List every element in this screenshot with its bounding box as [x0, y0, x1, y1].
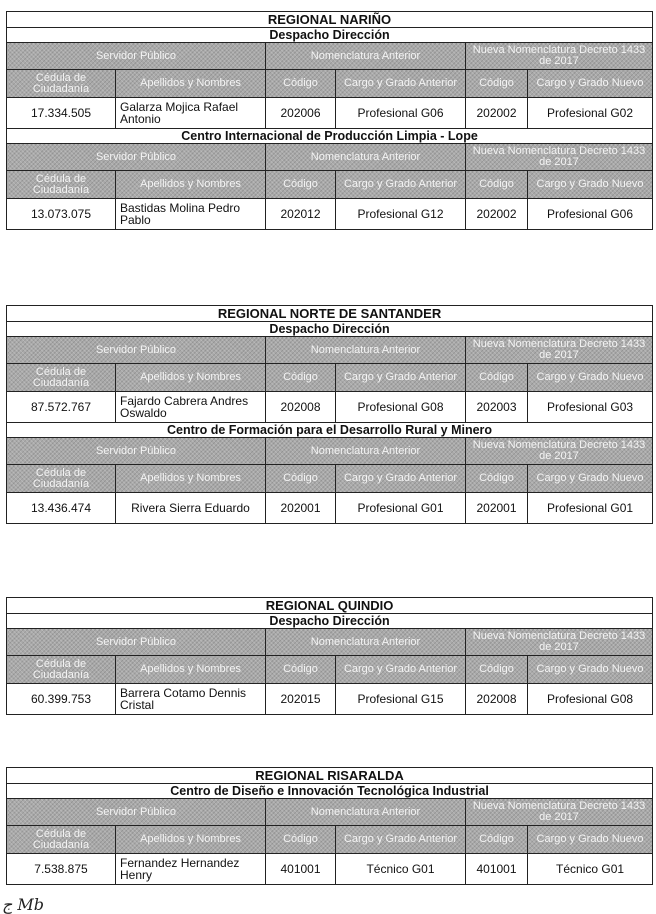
header-nueva-nomenclatura: Nueva Nomenclatura Decreto 1433 de 2017	[466, 629, 653, 656]
section-risaralda	[6, 767, 652, 885]
header-cargo-anterior: Cargo y Grado Anterior	[336, 70, 466, 98]
header-nomenclatura-anterior: Nomenclatura Anterior	[266, 144, 466, 171]
cargo-nuevo-cell: Técnico G01	[528, 854, 653, 885]
nombre-cell: Barrera Cotamo Dennis Cristal	[116, 684, 266, 715]
region-title: REGIONAL RISARALDA	[7, 768, 653, 784]
header-servidor: Servidor Público	[7, 629, 266, 656]
codigo-nuevo-cell: 202002	[466, 98, 528, 129]
header-nomenclatura-anterior: Nomenclatura Anterior	[266, 629, 466, 656]
header-codigo: Código	[266, 656, 336, 684]
header-codigo: Código	[466, 364, 528, 392]
header-servidor: Servidor Público	[7, 43, 266, 70]
regional-table	[6, 767, 653, 885]
header-cedula: Cédula de Ciudadanía	[7, 364, 116, 392]
header-nueva-nomenclatura: Nueva Nomenclatura Decreto 1433 de 2017	[466, 799, 653, 826]
header-cargo-anterior: Cargo y Grado Anterior	[336, 171, 466, 199]
cedula-cell: 13.436.474	[7, 493, 116, 524]
header-cargo-nuevo: Cargo y Grado Nuevo	[528, 465, 653, 493]
header-apellidos: Apellidos y Nombres	[116, 70, 266, 98]
header-nueva-nomenclatura: Nueva Nomenclatura Decreto 1433 de 2017	[466, 438, 653, 465]
header-codigo: Código	[466, 70, 528, 98]
header-apellidos: Apellidos y Nombres	[116, 364, 266, 392]
unit-title: Centro Internacional de Producción Limpia - Lope	[7, 129, 653, 144]
header-cedula: Cédula de Ciudadanía	[7, 70, 116, 98]
header-cargo-anterior: Cargo y Grado Anterior	[336, 656, 466, 684]
handwritten-mark: ج Mb	[2, 895, 45, 914]
header-cargo-nuevo: Cargo y Grado Nuevo	[528, 70, 653, 98]
header-cargo-nuevo: Cargo y Grado Nuevo	[528, 656, 653, 684]
header-cedula: Cédula de Ciudadanía	[7, 171, 116, 199]
cargo-nuevo-cell: Profesional G08	[528, 684, 653, 715]
header-codigo: Código	[266, 171, 336, 199]
header-apellidos: Apellidos y Nombres	[116, 171, 266, 199]
regional-table	[6, 597, 653, 715]
header-cargo-anterior: Cargo y Grado Anterior	[336, 826, 466, 854]
header-nueva-nomenclatura: Nueva Nomenclatura Decreto 1433 de 2017	[466, 43, 653, 70]
cargo-nuevo-cell: Profesional G03	[528, 392, 653, 423]
unit-title: Centro de Formación para el Desarrollo Rural y Minero	[7, 423, 653, 438]
regional-table	[6, 11, 653, 230]
header-cargo-nuevo: Cargo y Grado Nuevo	[528, 826, 653, 854]
header-cargo-nuevo: Cargo y Grado Nuevo	[528, 364, 653, 392]
header-codigo: Código	[466, 465, 528, 493]
cargo-nuevo-cell: Profesional G01	[528, 493, 653, 524]
table-row	[7, 392, 653, 423]
codigo-anterior-cell: 202001	[266, 493, 336, 524]
header-codigo: Código	[266, 465, 336, 493]
cargo-anterior-cell: Técnico G01	[336, 854, 466, 885]
cedula-cell: 60.399.753	[7, 684, 116, 715]
regional-table	[6, 305, 653, 524]
table-row	[7, 684, 653, 715]
nombre-cell: Fernandez Hernandez Henry	[116, 854, 266, 885]
codigo-nuevo-cell: 401001	[466, 854, 528, 885]
cargo-anterior-cell: Profesional G12	[336, 199, 466, 230]
header-nomenclatura-anterior: Nomenclatura Anterior	[266, 337, 466, 364]
header-codigo: Código	[266, 364, 336, 392]
header-cargo-nuevo: Cargo y Grado Nuevo	[528, 171, 653, 199]
cedula-cell: 17.334.505	[7, 98, 116, 129]
header-apellidos: Apellidos y Nombres	[116, 465, 266, 493]
unit-title: Despacho Dirección	[7, 322, 653, 337]
region-title: REGIONAL NORTE DE SANTANDER	[7, 306, 653, 322]
unit-title: Centro de Diseño e Innovación Tecnológica Industrial	[7, 784, 653, 799]
region-title: REGIONAL QUINDIO	[7, 598, 653, 614]
header-codigo: Código	[466, 171, 528, 199]
nombre-cell: Rivera Sierra Eduardo	[116, 493, 266, 524]
header-nomenclatura-anterior: Nomenclatura Anterior	[266, 43, 466, 70]
header-servidor: Servidor Público	[7, 438, 266, 465]
codigo-nuevo-cell: 202008	[466, 684, 528, 715]
cargo-anterior-cell: Profesional G01	[336, 493, 466, 524]
unit-title: Despacho Dirección	[7, 28, 653, 43]
cargo-nuevo-cell: Profesional G06	[528, 199, 653, 230]
header-nueva-nomenclatura: Nueva Nomenclatura Decreto 1433 de 2017	[466, 337, 653, 364]
header-nomenclatura-anterior: Nomenclatura Anterior	[266, 799, 466, 826]
header-cedula: Cédula de Ciudadanía	[7, 465, 116, 493]
table-row	[7, 854, 653, 885]
table-row	[7, 199, 653, 230]
codigo-anterior-cell: 202015	[266, 684, 336, 715]
cargo-nuevo-cell: Profesional G02	[528, 98, 653, 129]
header-nueva-nomenclatura: Nueva Nomenclatura Decreto 1433 de 2017	[466, 144, 653, 171]
cargo-anterior-cell: Profesional G06	[336, 98, 466, 129]
cargo-anterior-cell: Profesional G15	[336, 684, 466, 715]
codigo-anterior-cell: 202008	[266, 392, 336, 423]
section-norte-de-santander	[6, 305, 652, 524]
header-cedula: Cédula de Ciudadanía	[7, 826, 116, 854]
cedula-cell: 87.572.767	[7, 392, 116, 423]
header-codigo: Código	[466, 656, 528, 684]
codigo-nuevo-cell: 202001	[466, 493, 528, 524]
section-narino	[6, 11, 652, 230]
header-nomenclatura-anterior: Nomenclatura Anterior	[266, 438, 466, 465]
header-apellidos: Apellidos y Nombres	[116, 656, 266, 684]
codigo-nuevo-cell: 202003	[466, 392, 528, 423]
nombre-cell: Fajardo Cabrera Andres Oswaldo	[116, 392, 266, 423]
header-servidor: Servidor Público	[7, 144, 266, 171]
codigo-nuevo-cell: 202002	[466, 199, 528, 230]
header-servidor: Servidor Público	[7, 799, 266, 826]
nombre-cell: Galarza Mojica Rafael Antonio	[116, 98, 266, 129]
header-cedula: Cédula de Ciudadanía	[7, 656, 116, 684]
section-quindio	[6, 597, 652, 715]
cargo-anterior-cell: Profesional G08	[336, 392, 466, 423]
header-codigo: Código	[466, 826, 528, 854]
table-row	[7, 493, 653, 524]
table-row	[7, 98, 653, 129]
header-servidor: Servidor Público	[7, 337, 266, 364]
unit-title: Despacho Dirección	[7, 614, 653, 629]
region-title: REGIONAL NARIÑO	[7, 12, 653, 28]
header-codigo: Código	[266, 826, 336, 854]
header-apellidos: Apellidos y Nombres	[116, 826, 266, 854]
codigo-anterior-cell: 202006	[266, 98, 336, 129]
codigo-anterior-cell: 401001	[266, 854, 336, 885]
cedula-cell: 13.073.075	[7, 199, 116, 230]
cedula-cell: 7.538.875	[7, 854, 116, 885]
header-codigo: Código	[266, 70, 336, 98]
header-cargo-anterior: Cargo y Grado Anterior	[336, 465, 466, 493]
header-cargo-anterior: Cargo y Grado Anterior	[336, 364, 466, 392]
codigo-anterior-cell: 202012	[266, 199, 336, 230]
nombre-cell: Bastidas Molina Pedro Pablo	[116, 199, 266, 230]
